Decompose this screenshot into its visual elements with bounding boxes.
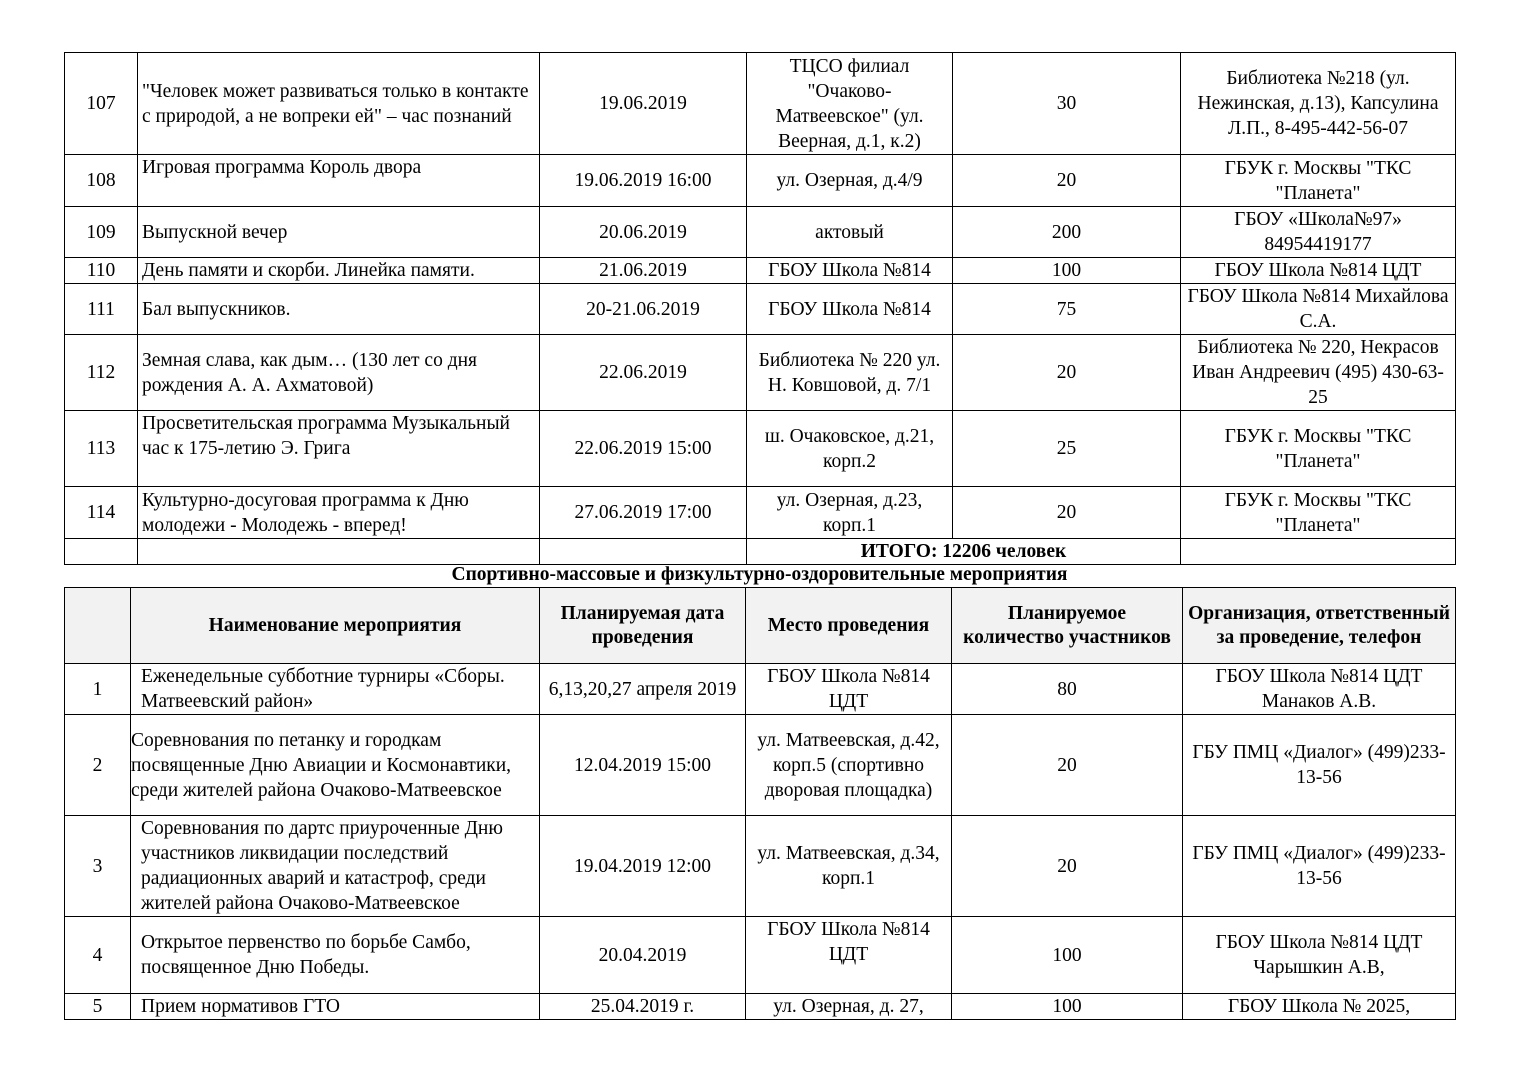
table-row	[65, 411, 1456, 487]
participant-count: 100	[952, 994, 1183, 1020]
participant-count: 200	[953, 207, 1181, 258]
participant-count: 20	[953, 155, 1181, 207]
participant-count: 20	[952, 816, 1183, 917]
event-place: ш. Очаковское, д.21, корп.2	[747, 411, 953, 487]
organizer: ГБОУ «Школа№97» 84954419177	[1181, 207, 1456, 258]
event-place: ТЦСО филиал "Очаково-Матвеевское" (ул. Веерная, д.1, к.2)	[747, 53, 953, 155]
event-date: 20.04.2019	[540, 917, 746, 994]
row-number: 3	[65, 816, 131, 917]
event-date: 20-21.06.2019	[540, 284, 747, 335]
event-date: 19.06.2019 16:00	[540, 155, 747, 207]
organizer: ГБОУ Школа № 2025,	[1183, 994, 1456, 1020]
row-number: 5	[65, 994, 131, 1020]
event-name: Культурно-досуговая программа к Дню молодежи - Молодежь - вперед!	[138, 487, 540, 539]
participant-count: 75	[953, 284, 1181, 335]
participant-count: 30	[953, 53, 1181, 155]
organizer: ГБОУ Школа №814 Михайлова С.А.	[1181, 284, 1456, 335]
event-place: Библиотека № 220 ул. Н. Ковшовой, д. 7/1	[747, 335, 953, 411]
event-name: Игровая программа Король двора	[138, 155, 540, 207]
event-place: ГБОУ Школа №814	[747, 284, 953, 335]
table-row	[65, 258, 1456, 284]
empty-cell	[540, 539, 747, 565]
table-row	[65, 155, 1456, 207]
event-date: 25.04.2019 г.	[540, 994, 746, 1020]
event-place: ГБОУ Школа №814	[747, 258, 953, 284]
event-place: ГБОУ Школа №814 ЦДТ	[746, 664, 952, 715]
event-place: ул. Озерная, д. 27,	[746, 994, 952, 1020]
organizer: Библиотека №218 (ул. Нежинская, д.13), Капсулина Л.П., 8-495-442-56-07	[1181, 53, 1456, 155]
table-row	[65, 994, 1456, 1020]
event-name: Бал выпускников.	[138, 284, 540, 335]
empty-cell	[1181, 539, 1456, 565]
row-number: 1	[65, 664, 131, 715]
header-date: Планируемая дата проведения	[540, 588, 746, 664]
total-row	[65, 539, 1456, 565]
header-organizer: Организация, ответственный за проведение, телефон	[1183, 588, 1456, 664]
header-count: Планируемое количество участников	[952, 588, 1183, 664]
row-number: 114	[65, 487, 138, 539]
event-place: ул. Матвеевская, д.34, корп.1	[746, 816, 952, 917]
event-name: Еженедельные субботние турниры «Сборы. Матвеевский район»	[131, 664, 540, 715]
row-number: 110	[65, 258, 138, 284]
event-date: 19.06.2019	[540, 53, 747, 155]
organizer: ГБУ ПМЦ «Диалог» (499)233-13-56	[1183, 715, 1456, 816]
organizer: ГБОУ Школа №814 ЦДТ Манаков А.В.	[1183, 664, 1456, 715]
event-name: Соревнования по дартс приуроченные Дню участников ликвидации последствий радиационных аварий и катастроф, среди жителей района Очаково-Матвеевское	[131, 816, 540, 917]
row-number: 111	[65, 284, 138, 335]
participant-count: 100	[952, 917, 1183, 994]
event-place: ул. Озерная, д.4/9	[747, 155, 953, 207]
table-row	[65, 207, 1456, 258]
sports-events-table	[64, 587, 1456, 1020]
event-place: актовый	[747, 207, 953, 258]
event-place: ул. Матвеевская, д.42, корп.5 (спортивно дворовая площадка)	[746, 715, 952, 816]
row-number: 4	[65, 917, 131, 994]
section-title: Спортивно-массовые и физкультурно-оздоровительные мероприятия	[451, 564, 1068, 585]
participant-count: 80	[952, 664, 1183, 715]
participant-count: 20	[953, 335, 1181, 411]
event-date: 19.04.2019 12:00	[540, 816, 746, 917]
row-number: 2	[65, 715, 131, 816]
event-name: День памяти и скорби. Линейка памяти.	[138, 258, 540, 284]
row-number: 107	[65, 53, 138, 155]
table-header-row	[65, 588, 1456, 664]
organizer: Библиотека № 220, Некрасов Иван Андреевич (495) 430-63-25	[1181, 335, 1456, 411]
organizer: ГБУК г. Москвы "ТКС "Планета"	[1181, 487, 1456, 539]
table-row	[65, 715, 1456, 816]
event-name: "Человек может развиваться только в контакте с природой, а не вопреки ей" – час познаний	[138, 53, 540, 155]
empty-cell	[138, 539, 540, 565]
header-place: Место проведения	[746, 588, 952, 664]
event-name: Соревнования по петанку и городкам посвященные Дню Авиации и Космонавтики, среди жителей района Очаково-Матвеевское	[131, 715, 540, 816]
event-name: Прием нормативов ГТО	[131, 994, 540, 1020]
organizer: ГБУ ПМЦ «Диалог» (499)233-13-56	[1183, 816, 1456, 917]
event-date: 6,13,20,27 апреля 2019	[540, 664, 746, 715]
organizer: ГБУК г. Москвы "ТКС "Планета"	[1181, 155, 1456, 207]
header-name: Наименование мероприятия	[131, 588, 540, 664]
participant-count: 100	[953, 258, 1181, 284]
event-date: 21.06.2019	[540, 258, 747, 284]
event-date: 22.06.2019	[540, 335, 747, 411]
table-row	[65, 816, 1456, 917]
event-place: ГБОУ Школа №814 ЦДТ	[746, 917, 952, 994]
organizer: ГБОУ Школа №814 ЦДТ	[1181, 258, 1456, 284]
row-number: 113	[65, 411, 138, 487]
table-row	[65, 335, 1456, 411]
event-name: Выпускной вечер	[138, 207, 540, 258]
event-date: 20.06.2019	[540, 207, 747, 258]
event-date: 27.06.2019 17:00	[540, 487, 747, 539]
organizer: ГБУК г. Москвы "ТКС "Планета"	[1181, 411, 1456, 487]
participant-count: 20	[952, 715, 1183, 816]
events-table-continued	[64, 52, 1456, 565]
table-row	[65, 917, 1456, 994]
row-number: 112	[65, 335, 138, 411]
event-date: 22.06.2019 15:00	[540, 411, 747, 487]
table-row	[65, 53, 1456, 155]
event-name: Открытое первенство по борьбе Самбо, посвященное Дню Победы.	[131, 917, 540, 994]
table-row	[65, 284, 1456, 335]
empty-cell	[65, 539, 138, 565]
event-name: Просветительская программа Музыкальный час к 175-летию Э. Грига	[138, 411, 540, 487]
event-name: Земная слава, как дым… (130 лет со дня рождения А. А. Ахматовой)	[138, 335, 540, 411]
table-row	[65, 487, 1456, 539]
row-number: 109	[65, 207, 138, 258]
participant-count: 25	[953, 411, 1181, 487]
header-number	[65, 588, 131, 664]
organizer: ГБОУ Школа №814 ЦДТ Чарышкин А.В,	[1183, 917, 1456, 994]
table-row	[65, 664, 1456, 715]
row-number: 108	[65, 155, 138, 207]
event-date: 12.04.2019 15:00	[540, 715, 746, 816]
event-place: ул. Озерная, д.23, корп.1	[747, 487, 953, 539]
total-label: ИТОГО: 12206 человек	[747, 539, 1181, 565]
participant-count: 20	[953, 487, 1181, 539]
